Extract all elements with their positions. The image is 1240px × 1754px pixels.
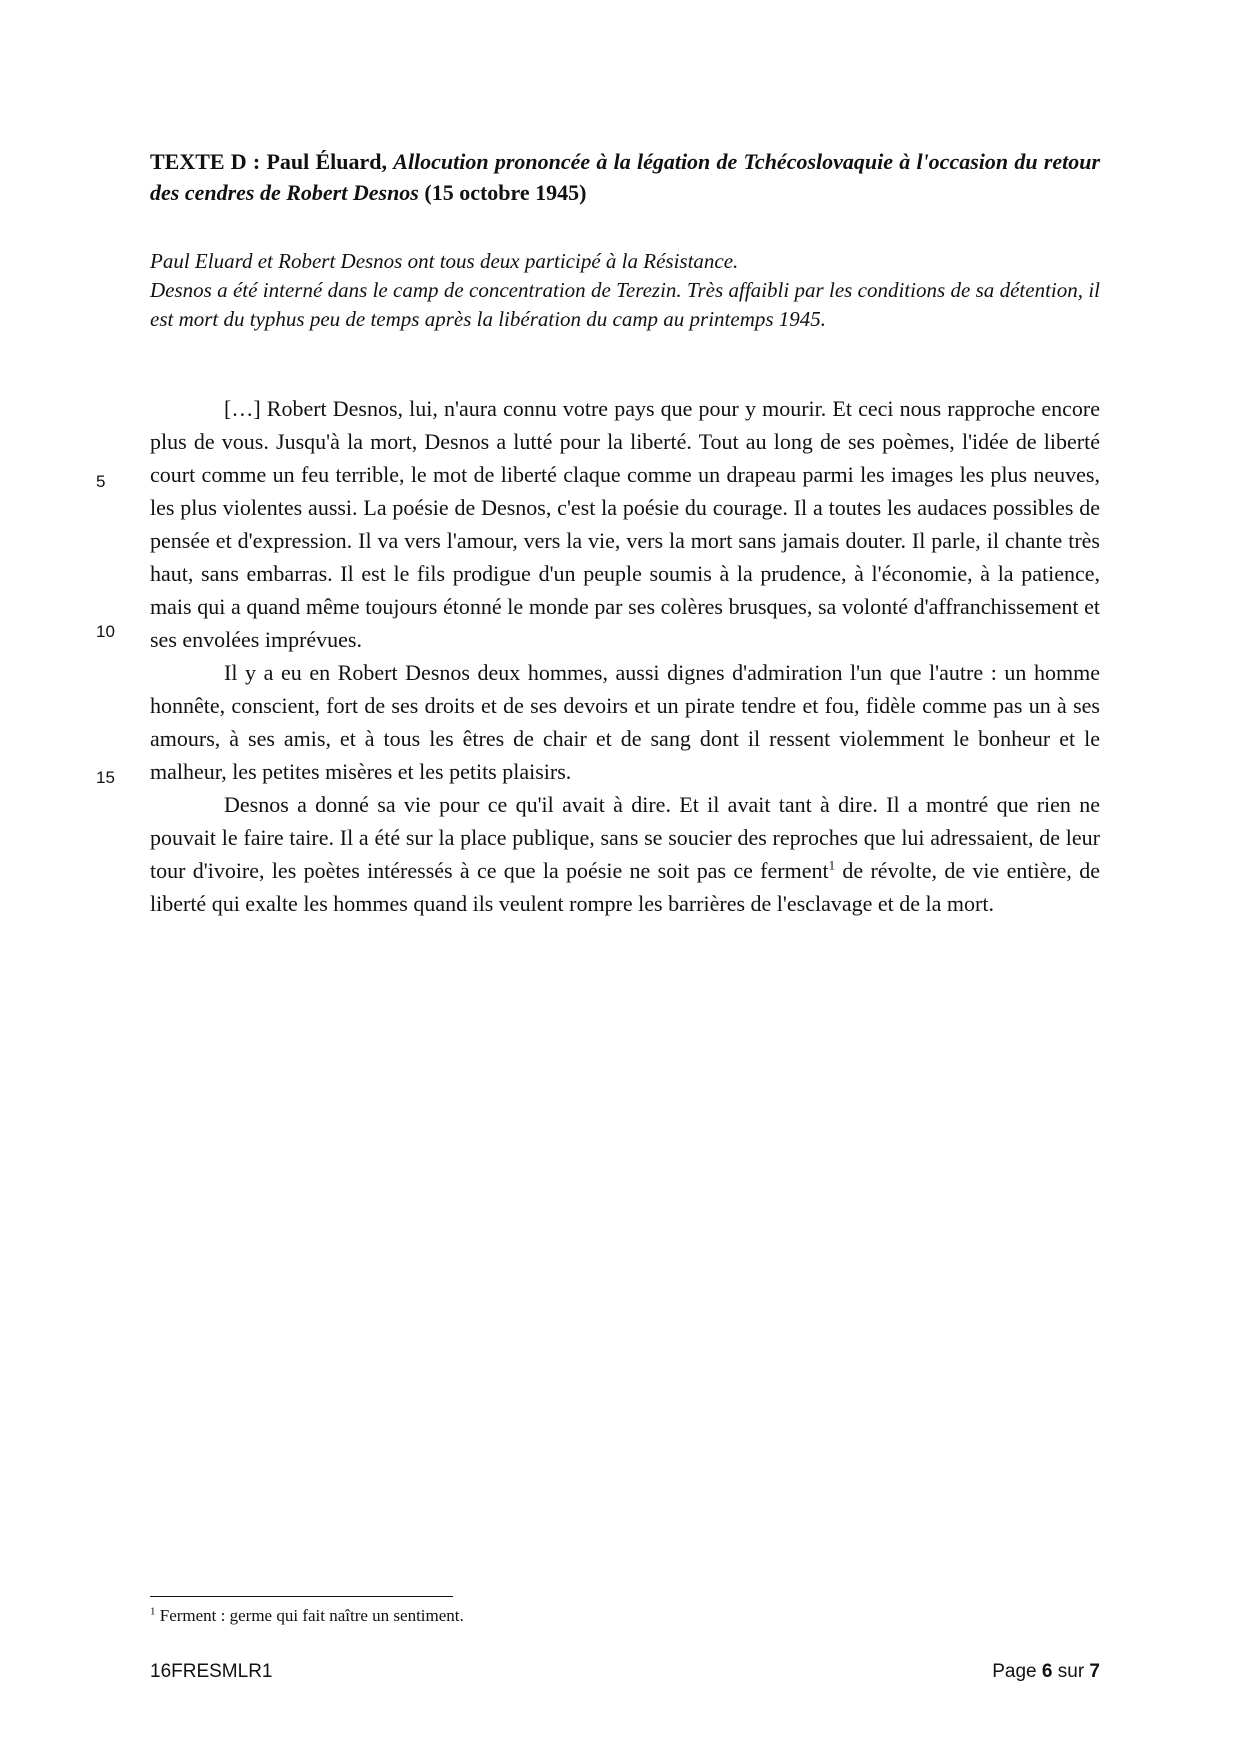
document-code: 16FRESMLR1 xyxy=(150,1661,273,1682)
page-mid: sur xyxy=(1052,1661,1090,1682)
footnote xyxy=(150,1604,1050,1628)
page-current: 6 xyxy=(1041,1661,1053,1682)
author-name: Paul Éluard, xyxy=(266,149,388,174)
intro-line: Paul Eluard et Robert Desnos ont tous deux participé à la Résistance. xyxy=(150,249,739,273)
intro-note xyxy=(150,247,1100,334)
footnote-mark: 1 xyxy=(150,1605,156,1618)
page-number xyxy=(992,1660,1100,1684)
main-text xyxy=(150,392,1100,920)
page-prefix: Page xyxy=(992,1661,1042,1682)
footnote-divider xyxy=(150,1596,453,1597)
paragraph: Il y a eu en Robert Desnos deux hommes, aussi dignes d'admiration l'un que l'autre : un homme honnête, conscient, fort de ses droits et de ses devoirs et un pirate tendre et fou, fidèle comme pas un à ses amours, à ses amis, et à tous les êtres de chair et de sang dont il ressent violemment le bonheur et le malheur, les petites misères et les petits plaisirs. xyxy=(150,660,1100,784)
line-number: 10 xyxy=(96,622,115,641)
footnote-text: Ferment : germe qui fait naître un sentiment. xyxy=(155,1606,464,1625)
intro-line: Desnos a été interné dans le camp de concentration de Terezin. Très affaibli par les conditions de sa détention, il est mort du typhus peu de temps après la libération du camp au printemps 1945. xyxy=(150,278,1100,331)
work-title: Allocution prononcée à la légation de Tchécoslovaquie à l'occasion du retour des cendres de Robert Desnos xyxy=(150,149,1101,205)
footnote-ref: 1 xyxy=(828,857,836,873)
paragraph-text: de révolte, de vie entière, de liberté qui exalte les hommes quand ils veulent rompre les barrières de l'esclavage et de la mort. xyxy=(150,858,1100,916)
paragraph xyxy=(150,788,1100,920)
work-date: (15 octobre 1945) xyxy=(424,180,587,205)
line-number: 15 xyxy=(96,768,115,787)
paragraph: […] Robert Desnos, lui, n'aura connu votre pays que pour y mourir. Et ceci nous rapproche encore plus de vous. Jusqu'à la mort, Desnos a lutté pour la liberté. Tout au long de ses poèmes, l'idée de liberté court comme un feu terrible, le mot de liberté claque comme un drapeau parmi les images les plus neuves, les plus violentes aussi. La poésie de Desnos, c'est la poésie du courage. Il a toutes les audaces possibles de pensée et d'expression. Il va vers l'amour, vers la vie, vers la mort sans jamais douter. Il parle, il chante très haut, sans embarras. Il est le fils prodigue d'un peuple soumis à la prudence, à l'économie, à la patience, mais qui a quand même toujours étonné le monde par ses colères brusques, sa volonté d'affranchissement et ses envolées imprévues. xyxy=(150,396,1100,652)
text-label: TEXTE D : xyxy=(150,149,261,174)
text-title xyxy=(150,146,1100,208)
page-total: 7 xyxy=(1089,1661,1100,1682)
line-number: 5 xyxy=(96,472,106,491)
paragraph-text: Desnos a donné sa vie pour ce qu'il avait à dire. Et il avait tant à dire. Il a montré que rien ne pouvait le faire taire. Il a été sur la place publique, sans se soucier des reproches que lui adressaient, de leur tour d'ivoire, les poètes intéressés à ce que la poésie ne soit pas ce ferment xyxy=(150,792,1100,883)
